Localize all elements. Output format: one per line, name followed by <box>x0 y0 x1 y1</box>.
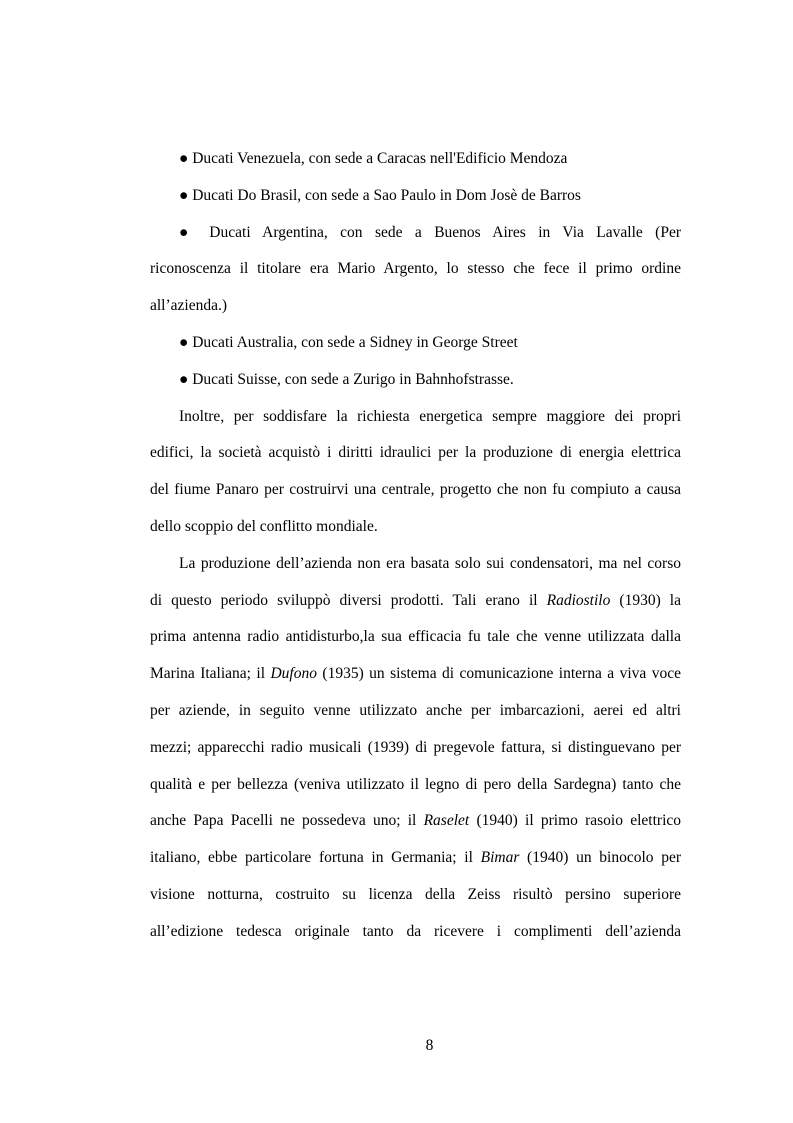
product-bimar: Bimar <box>480 849 520 867</box>
paragraph-products-line-3: prima antenna radio antidisturbo,la sua efficacia fu tale che venne utilizzata dalla <box>150 628 681 646</box>
paragraph-products-line-2: di questo periodo sviluppò diversi prodotti. Tali erano il Radiostilo (1930) la <box>150 591 681 609</box>
bullet-ducati-argentina-line-1: ● Ducati Argentina, con sede a Buenos Aires in Via Lavalle (Per <box>179 223 681 241</box>
paragraph-products-line-1: La produzione dell’azienda non era basata solo sui condensatori, ma nel corso <box>179 554 681 572</box>
paragraph-energy-line-4: dello scoppio del conflitto mondiale. <box>150 517 378 535</box>
paragraph-energy-line-1: Inoltre, per soddisfare la richiesta energetica sempre maggiore dei propri <box>179 407 681 425</box>
paragraph-energy-line-3: del fiume Panaro per costruirvi una centrale, progetto che non fu compiuto a causa <box>150 481 681 499</box>
paragraph-products-line-11: all’edizione tedesca originale tanto da ricevere i complimenti dell’azienda <box>150 922 681 940</box>
paragraph-products-line-10: visione notturna, costruito su licenza della Zeiss risultò persino superiore <box>150 885 681 903</box>
paragraph-products-line-9: italiano, ebbe particolare fortuna in Germania; il Bimar (1940) un binocolo per <box>150 849 682 867</box>
product-raselet: Raselet <box>423 812 470 830</box>
paragraph-products-line-8: anche Papa Pacelli ne possedeva uno; il Raselet (1940) il primo rasoio elettrico <box>150 812 682 830</box>
paragraph-products-line-6: mezzi; apparecchi radio musicali (1939) di pregevole fattura, si distinguevano per <box>150 738 681 756</box>
bullet-ducati-argentina-line-3: all’azienda.) <box>150 297 228 315</box>
bullet-ducati-do-brasil: ● Ducati Do Brasil, con sede a Sao Paulo in Dom Josè de Barros <box>179 186 581 204</box>
paragraph-energy-line-2: edifici, la società acquistò i diritti idraulici per la produzione di energia elettrica <box>150 444 681 462</box>
bullet-ducati-venezuela: ● Ducati Venezuela, con sede a Caracas nell'Edificio Mendoza <box>179 150 568 167</box>
paragraph-products-line-7: qualità e per bellezza (veniva utilizzato il legno di pero della Sardegna) tanto che <box>150 775 681 793</box>
bullet-ducati-argentina-line-2: riconoscenza il titolare era Mario Argento, lo stesso che fece il primo ordine <box>150 260 681 278</box>
paragraph-products-line-5: per aziende, in seguito venne utilizzato anche per imbarcazioni, aerei ed altri <box>150 701 681 719</box>
product-radiostilo: Radiostilo <box>546 591 611 609</box>
product-dufono: Dufono <box>270 665 317 683</box>
paragraph-products-line-4: Marina Italiana; il Dufono (1935) un sistema di comunicazione interna a viva voce <box>150 665 681 683</box>
document-body <box>150 141 681 951</box>
bullet-ducati-suisse: ● Ducati Suisse, con sede a Zurigo in Bahnhofstrasse. <box>179 370 514 388</box>
page-number: 8 <box>425 1037 434 1054</box>
bullet-ducati-australia: ● Ducati Australia, con sede a Sidney in George Street <box>179 333 518 351</box>
